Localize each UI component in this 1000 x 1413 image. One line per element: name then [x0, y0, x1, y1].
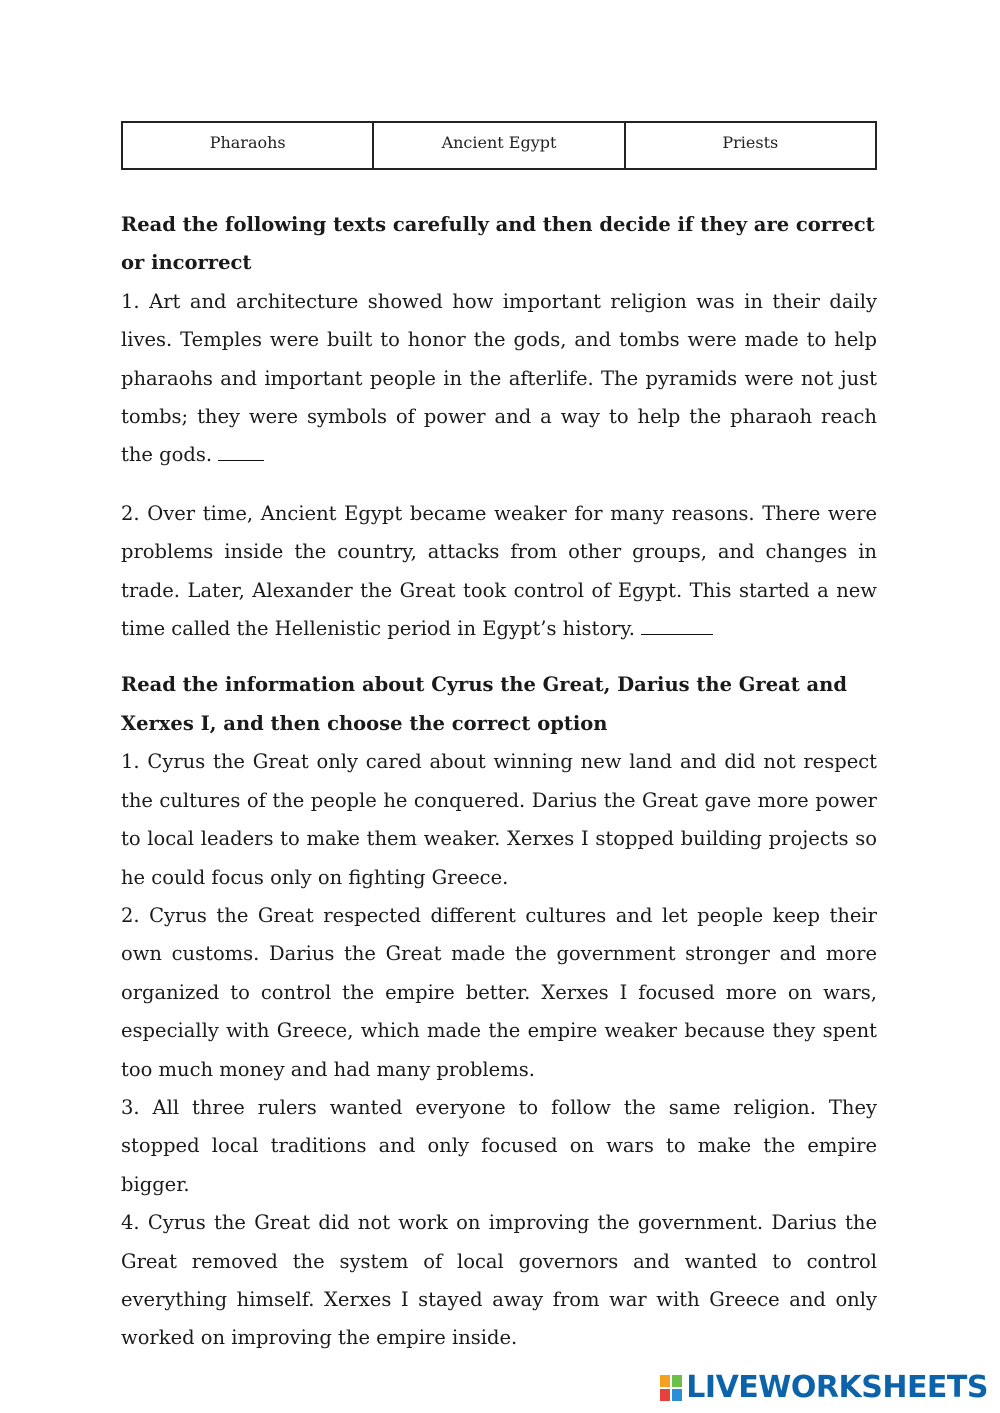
multiple-choice-instructions: Read the information about Cyrus the Great, Darius the Great and Xerxes I, and then choose the correct option [121, 673, 847, 735]
multiple-choice-section [121, 666, 877, 1357]
logo-block-4 [672, 1389, 682, 1401]
logo-block-3 [660, 1389, 670, 1401]
option-1[interactable]: 1. Cyrus the Great only cared about winning new land and did not respect the cultures of the people he conquered. Darius the Great gave more power to local leaders to make them weaker. Xerxes I stopped building projects so he could focus only on fighting Greece. [121, 750, 877, 889]
topics-row [122, 122, 876, 169]
statement-1 [121, 283, 877, 475]
statement-1-text: 1. Art and architecture showed how important religion was in their daily lives. Temples were built to honor the gods, and tombs were made to help pharaohs and important people in the afterlife. The pyramids were not just tombs; they were symbols of power and a way to help the pharaoh reach the gods. [121, 289, 877, 467]
statement-2-text: 2. Over time, Ancient Egypt became weaker for many reasons. There were problems inside the country, attacks from other groups, and changes in trade. Later, Alexander the Great took control of Egypt. This started a new time called the Hellenistic period in Egypt’s history. [121, 501, 877, 641]
option-3[interactable]: 3. All three rulers wanted everyone to follow the same religion. They stopped local traditions and only focused on wars to make the empire bigger. [121, 1095, 877, 1196]
true-false-instructions: Read the following texts carefully and then decide if they are correct or incorrect [121, 213, 875, 275]
liveworksheets-wordmark: LIVEWORKSHEETS [686, 1370, 988, 1405]
answer-blank-2[interactable] [641, 618, 713, 635]
option-4[interactable]: 4. Cyrus the Great did not work on improving the government. Darius the Great removed the system of local governors and wanted to control everything himself. Xerxes I stayed away from war with Greece and only worked on improving the empire inside. [121, 1211, 877, 1350]
statement-2 [121, 495, 877, 649]
option-2[interactable]: 2. Cyrus the Great respected different cultures and let people keep their own customs. Darius the Great made the government stronger and more organized to control the empire better. Xerxes I focused more on wars, especially with Greece, which made the empire weaker because they spent too much money and had many problems. [121, 903, 877, 1081]
worksheet-page [121, 121, 877, 1358]
answer-blank-1[interactable] [218, 444, 264, 461]
topic-cell-priests: Priests [625, 122, 876, 169]
logo-block-2 [672, 1375, 682, 1387]
topics-table [121, 121, 877, 170]
liveworksheets-brand [660, 1370, 988, 1405]
logo-block-1 [660, 1375, 670, 1387]
liveworksheets-logo-icon [660, 1375, 682, 1401]
true-false-section [121, 206, 877, 648]
topic-cell-pharaohs: Pharaohs [122, 122, 373, 169]
topic-cell-ancient-egypt: Ancient Egypt [373, 122, 624, 169]
